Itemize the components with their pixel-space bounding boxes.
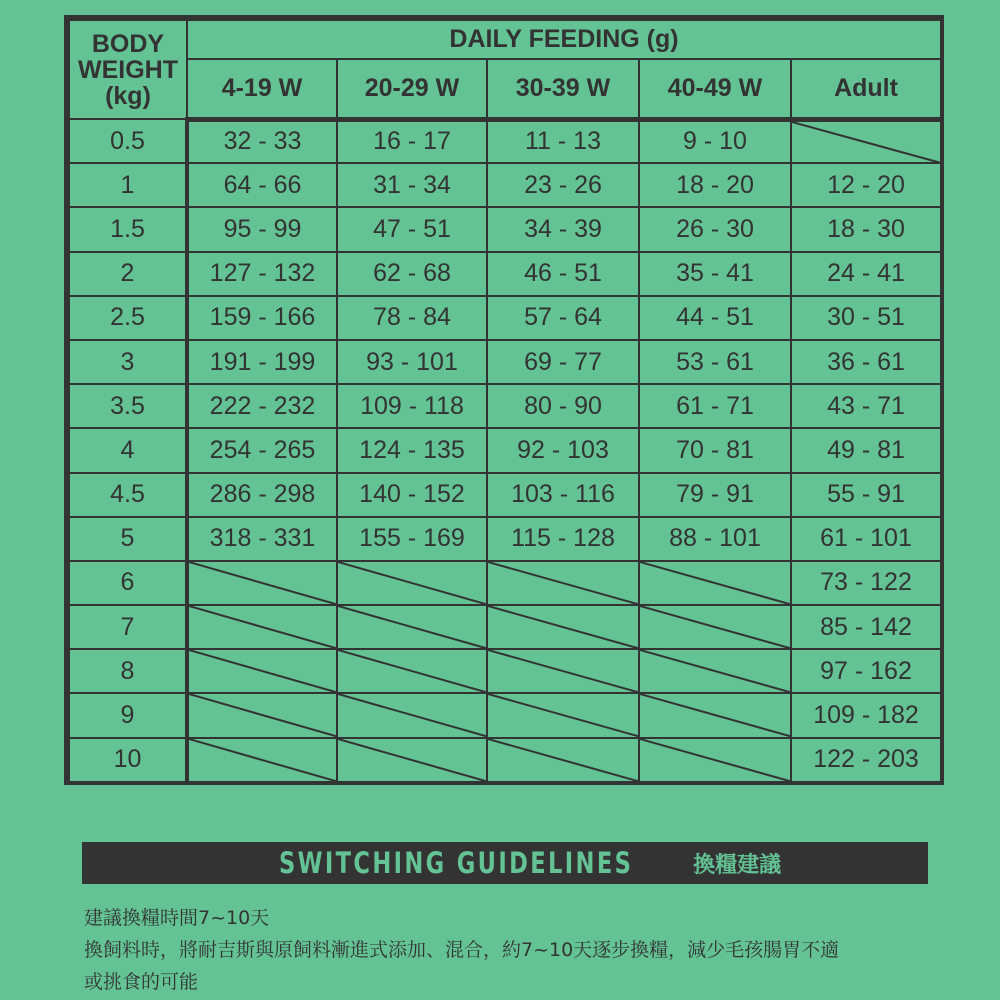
weight-header-line-2: WEIGHT (78, 55, 178, 84)
feeding-amount-cell: 57 - 64 (487, 296, 639, 340)
feeding-table-frame (64, 15, 944, 785)
feeding-amount-cell: 109 - 118 (337, 384, 487, 428)
not-applicable-cell (487, 649, 639, 693)
feeding-amount-cell: 44 - 51 (639, 296, 791, 340)
feeding-amount-cell: 159 - 166 (187, 296, 337, 340)
feeding-amount-cell: 18 - 20 (639, 163, 791, 207)
feeding-amount-cell: 318 - 331 (187, 517, 337, 561)
feeding-amount-cell: 36 - 61 (791, 340, 941, 384)
feeding-amount-cell: 23 - 26 (487, 163, 639, 207)
table-row (69, 473, 941, 517)
column-header-20-29w: 20-29 W (337, 59, 487, 119)
diagonal-slash-icon (338, 562, 486, 604)
feeding-amount-cell: 95 - 99 (187, 207, 337, 251)
feeding-amount-cell: 80 - 90 (487, 384, 639, 428)
feeding-amount-cell: 155 - 169 (337, 517, 487, 561)
not-applicable-cell (487, 605, 639, 649)
diagonal-slash-icon (488, 650, 638, 692)
not-applicable-cell (337, 605, 487, 649)
feeding-amount-cell: 64 - 66 (187, 163, 337, 207)
not-applicable-cell (187, 738, 337, 782)
feeding-amount-cell: 9 - 10 (639, 119, 791, 163)
weight-header-line-3: (kg) (105, 81, 151, 110)
table-row (69, 693, 941, 737)
feeding-amount-cell: 55 - 91 (791, 473, 941, 517)
not-applicable-cell (187, 693, 337, 737)
table-row (69, 384, 941, 428)
not-applicable-cell (639, 605, 791, 649)
feeding-amount-cell: 103 - 116 (487, 473, 639, 517)
feeding-amount-cell: 12 - 20 (791, 163, 941, 207)
feeding-amount-cell: 61 - 101 (791, 517, 941, 561)
feeding-amount-cell: 97 - 162 (791, 649, 941, 693)
feeding-amount-cell: 222 - 232 (187, 384, 337, 428)
feeding-amount-cell: 18 - 30 (791, 207, 941, 251)
weight-cell: 3 (69, 340, 187, 384)
weight-cell: 1 (69, 163, 187, 207)
diagonal-slash-icon (189, 650, 336, 692)
not-applicable-cell (337, 561, 487, 605)
table-row (69, 649, 941, 693)
not-applicable-cell (639, 561, 791, 605)
diagonal-slash-icon (488, 694, 638, 736)
table-row (69, 252, 941, 296)
table-row (69, 605, 941, 649)
feeding-amount-cell: 191 - 199 (187, 340, 337, 384)
weight-cell: 2 (69, 252, 187, 296)
diagonal-slash-icon (338, 739, 486, 781)
table-row (69, 119, 941, 163)
feeding-amount-cell: 92 - 103 (487, 428, 639, 472)
feeding-amount-cell: 62 - 68 (337, 252, 487, 296)
feeding-amount-cell: 49 - 81 (791, 428, 941, 472)
diagonal-slash-icon (338, 650, 486, 692)
guide-line-3: 或挑食的可能 (84, 971, 199, 993)
weight-cell: 4 (69, 428, 187, 472)
feeding-amount-cell: 11 - 13 (487, 119, 639, 163)
column-header-30-39w: 30-39 W (487, 59, 639, 119)
feeding-amount-cell: 140 - 152 (337, 473, 487, 517)
body-weight-header (69, 20, 187, 119)
not-applicable-cell (487, 738, 639, 782)
guide-line-2: 換飼料時，將耐吉斯與原飼料漸進式添加、混合，約7~10天逐步換糧，減少毛孩腸胃不適 (84, 939, 840, 961)
diagonal-slash-icon (189, 562, 336, 604)
weight-cell: 1.5 (69, 207, 187, 251)
weight-cell: 9 (69, 693, 187, 737)
feeding-amount-cell: 53 - 61 (639, 340, 791, 384)
feeding-amount-cell: 26 - 30 (639, 207, 791, 251)
table-row (69, 561, 941, 605)
weight-cell: 6 (69, 561, 187, 605)
feeding-amount-cell: 93 - 101 (337, 340, 487, 384)
not-applicable-cell (791, 119, 941, 163)
feeding-amount-cell: 70 - 81 (639, 428, 791, 472)
diagonal-slash-icon (488, 739, 638, 781)
feeding-amount-cell: 24 - 41 (791, 252, 941, 296)
feeding-amount-cell: 109 - 182 (791, 693, 941, 737)
feeding-amount-cell: 35 - 41 (639, 252, 791, 296)
not-applicable-cell (487, 693, 639, 737)
feeding-amount-cell: 127 - 132 (187, 252, 337, 296)
table-row (69, 163, 941, 207)
feeding-amount-cell: 31 - 34 (337, 163, 487, 207)
feeding-amount-cell: 47 - 51 (337, 207, 487, 251)
diagonal-slash-icon (338, 694, 486, 736)
diagonal-slash-icon (189, 606, 336, 648)
not-applicable-cell (487, 561, 639, 605)
banner-title-en: SWITCHING GUIDELINES (278, 846, 634, 880)
feeding-amount-cell: 30 - 51 (791, 296, 941, 340)
diagonal-slash-icon (488, 562, 638, 604)
not-applicable-cell (337, 649, 487, 693)
table-row (69, 517, 941, 561)
feeding-amount-cell: 34 - 39 (487, 207, 639, 251)
diagonal-slash-icon (189, 694, 336, 736)
feeding-amount-cell: 43 - 71 (791, 384, 941, 428)
diagonal-slash-icon (640, 694, 790, 736)
diagonal-slash-icon (792, 122, 940, 163)
weight-cell: 3.5 (69, 384, 187, 428)
weight-cell: 2.5 (69, 296, 187, 340)
feeding-amount-cell: 61 - 71 (639, 384, 791, 428)
diagonal-slash-icon (189, 739, 336, 781)
feeding-amount-cell: 115 - 128 (487, 517, 639, 561)
weight-cell: 10 (69, 738, 187, 782)
feeding-amount-cell: 16 - 17 (337, 119, 487, 163)
not-applicable-cell (187, 649, 337, 693)
feeding-amount-cell: 78 - 84 (337, 296, 487, 340)
guide-line-1: 建議換糧時間7~10天 (84, 907, 270, 929)
weight-cell: 8 (69, 649, 187, 693)
weight-cell: 0.5 (69, 119, 187, 163)
table-row (69, 428, 941, 472)
feeding-amount-cell: 122 - 203 (791, 738, 941, 782)
column-header-adult: Adult (791, 59, 941, 119)
diagonal-slash-icon (640, 606, 790, 648)
diagonal-slash-icon (640, 650, 790, 692)
not-applicable-cell (187, 605, 337, 649)
not-applicable-cell (337, 693, 487, 737)
weight-header-line-1: BODY (91, 29, 165, 58)
banner-title-zh: 換糧建議 (693, 852, 782, 878)
feeding-amount-cell: 73 - 122 (791, 561, 941, 605)
weight-cell: 7 (69, 605, 187, 649)
not-applicable-cell (639, 693, 791, 737)
not-applicable-cell (337, 738, 487, 782)
feeding-amount-cell: 85 - 142 (791, 605, 941, 649)
table-row (69, 296, 941, 340)
feeding-amount-cell: 88 - 101 (639, 517, 791, 561)
feeding-amount-cell: 46 - 51 (487, 252, 639, 296)
diagonal-slash-icon (640, 739, 790, 781)
feeding-amount-cell: 69 - 77 (487, 340, 639, 384)
diagonal-slash-icon (338, 606, 486, 648)
switching-guidelines-banner (82, 842, 928, 884)
feeding-amount-cell: 79 - 91 (639, 473, 791, 517)
feeding-table (68, 19, 942, 783)
table-row (69, 340, 941, 384)
weight-cell: 5 (69, 517, 187, 561)
feeding-amount-cell: 32 - 33 (187, 119, 337, 163)
weight-cell: 4.5 (69, 473, 187, 517)
daily-feeding-header: DAILY FEEDING (g) (187, 20, 941, 59)
column-header-40-49w: 40-49 W (639, 59, 791, 119)
diagonal-slash-icon (488, 606, 638, 648)
feeding-amount-cell: 124 - 135 (337, 428, 487, 472)
feeding-amount-cell: 286 - 298 (187, 473, 337, 517)
feeding-amount-cell: 254 - 265 (187, 428, 337, 472)
table-row (69, 738, 941, 782)
column-header-4-19w: 4-19 W (187, 59, 337, 119)
switching-guide-text (84, 902, 944, 998)
diagonal-slash-icon (640, 562, 790, 604)
not-applicable-cell (639, 649, 791, 693)
not-applicable-cell (187, 561, 337, 605)
table-row (69, 207, 941, 251)
not-applicable-cell (639, 738, 791, 782)
